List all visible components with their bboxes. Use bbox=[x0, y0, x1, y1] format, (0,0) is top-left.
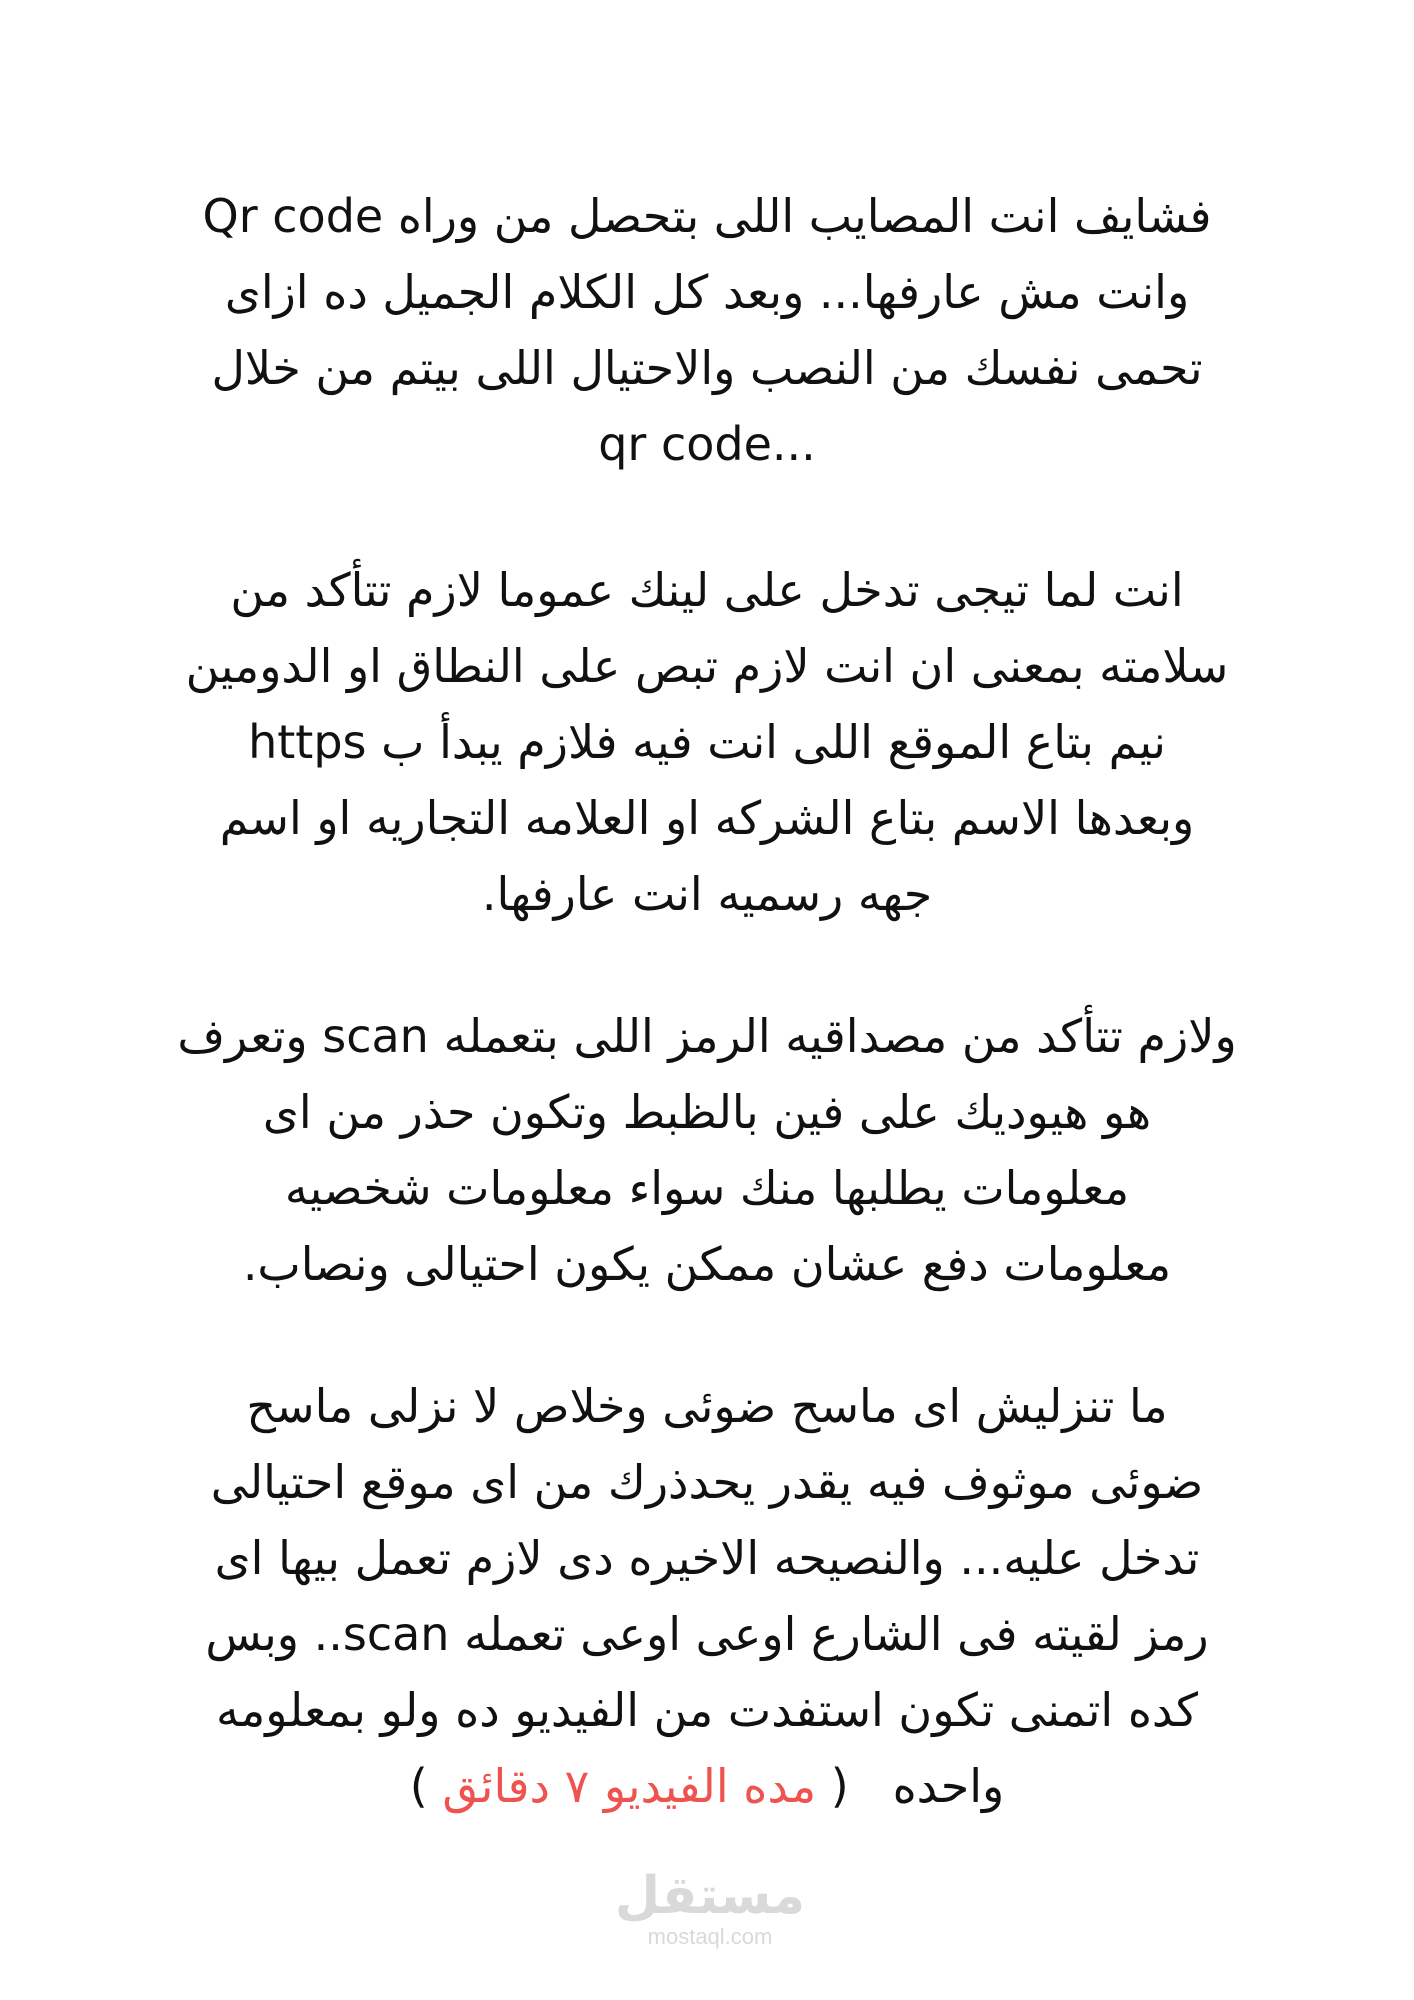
mostaql-url: mostaql.com bbox=[647, 1924, 773, 1949]
paragraph-verify-code bbox=[90, 998, 1324, 1302]
text-line: ما تنزليش اى ماسح ضوئى وخلاص لا نزلى ماسح bbox=[246, 1379, 1168, 1433]
text-line: ضوئى موثوف فيه يقدر يحدذرك من اى موقع احتيالى bbox=[210, 1455, 1204, 1509]
text-line: وبعدها الاسم بتاع الشركه او العلامه التجاريه او اسم bbox=[219, 791, 1195, 845]
text-line: تحمى نفسك من النصب والاحتيال اللى بيتم من خلال bbox=[211, 341, 1203, 395]
text-line: تدخل عليه... والنصيحه الاخيره دى لازم تعمل بيها اى bbox=[214, 1531, 1200, 1585]
close-paren: ) bbox=[409, 1759, 428, 1813]
paragraph-check-link bbox=[90, 552, 1324, 932]
text-line: وانت مش عارفها... وبعد كل الكلام الجميل ده ازاى bbox=[224, 265, 1190, 319]
text-line: نيم بتاع الموقع اللى انت فيه فلازم يبدأ ب https bbox=[248, 715, 1166, 769]
text-line: فشايف انت المصايب اللى بتحصل من وراه Qr code bbox=[202, 189, 1212, 243]
closing-word: واحده bbox=[892, 1759, 1005, 1813]
text-line: رمز لقيته فى الشارع اوعى اوعى تعمله scan.. وبس bbox=[205, 1607, 1209, 1661]
paragraph-scanner-advice bbox=[90, 1368, 1324, 1824]
text-line: معلومات يطلبها منك سواء معلومات شخصيه bbox=[284, 1161, 1130, 1215]
paragraph-qr-risks bbox=[90, 178, 1324, 482]
text-line: سلامته بمعنى ان انت لازم تبص على النطاق او الدومين bbox=[185, 639, 1229, 693]
text-line-last bbox=[90, 1748, 1324, 1824]
text-line: انت لما تيجى تدخل على لينك عموما لازم تتأكد من bbox=[230, 563, 1184, 617]
open-paren: ( bbox=[830, 1759, 849, 1813]
video-duration-note: مده الفيديو ٧ دقائق bbox=[442, 1759, 817, 1813]
mostaql-logo: مستقل bbox=[614, 1866, 806, 1926]
text-line: ولازم تتأكد من مصداقيه الرمز اللى بتعمله scan وتعرف bbox=[177, 1009, 1237, 1063]
text-line: كده اتمنى تكون استفدت من الفيديو ده ولو بمعلومه bbox=[216, 1683, 1198, 1737]
text-line: معلومات دفع عشان ممكن يكون احتيالى ونصاب. bbox=[242, 1237, 1172, 1291]
mostaql-watermark bbox=[600, 1868, 820, 1950]
text-line: qr code... bbox=[598, 417, 816, 471]
text-line: هو هيوديك على فين بالظبط وتكون حذر من اى bbox=[262, 1085, 1152, 1139]
text-line: جهه رسميه انت عارفها. bbox=[481, 867, 933, 921]
